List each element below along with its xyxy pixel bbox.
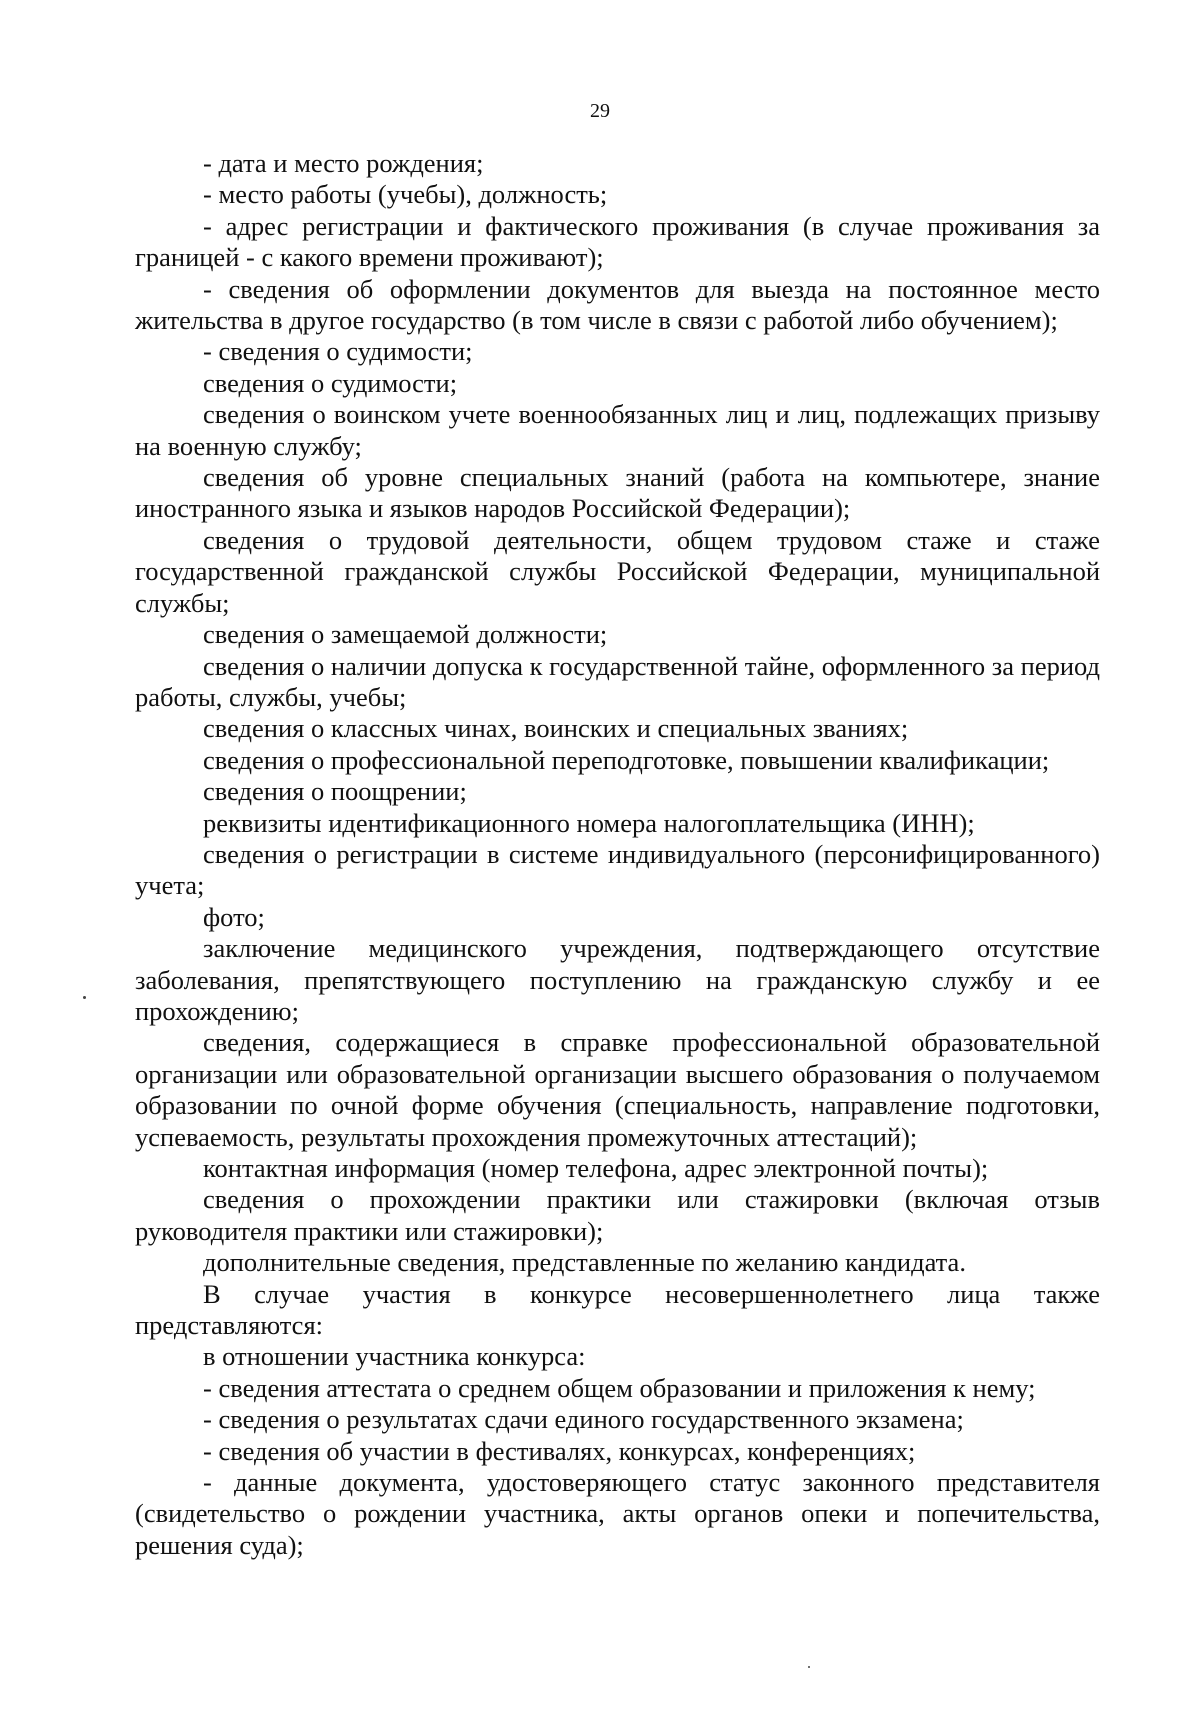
document-paragraph: заключение медицинского учреждения, подтверждающего отсутствие заболевания, препятствующего поступлению на гражданскую службу и ее прохождению; <box>135 933 1100 1026</box>
document-paragraph: В случае участия в конкурсе несовершеннолетнего лица также представляются: <box>135 1278 1100 1341</box>
document-paragraph: сведения об уровне специальных знаний (работа на компьютере, знание иностранного языка и языков народов Российской Федерации); <box>135 462 1100 524</box>
document-paragraph: сведения о классных чинах, воинских и специальных званиях; <box>203 713 909 744</box>
document-paragraph: - место работы (учебы), должность; <box>203 179 608 210</box>
document-paragraph: сведения о прохождении практики или стажировки (включая отзыв руководителя практики или стажировки); <box>135 1184 1100 1246</box>
document-paragraph: контактная информация (номер телефона, адрес электронной почты); <box>203 1153 989 1183</box>
document-paragraph: реквизиты идентификационного номера налогоплательщика (ИНН); <box>203 807 975 838</box>
document-paragraph: сведения о наличии допуска к государственной тайне, оформленного за период работы, службы, учебы; <box>135 650 1100 712</box>
document-paragraph: - дата и место рождения; <box>203 148 484 178</box>
document-paragraph: фото; <box>203 901 265 932</box>
document-paragraph: - сведения о результатах сдачи единого государственного экзамена; <box>203 1404 964 1435</box>
document-paragraph: сведения о профессиональной переподготовке, повышении квалификации; <box>203 744 1050 775</box>
document-paragraph: - сведения об участии в фестивалях, конкурсах, конференциях; <box>203 1435 916 1466</box>
document-paragraph: сведения о воинском учете военнообязанных лиц и лиц, подлежащих призыву на военную службу; <box>135 399 1100 461</box>
document-paragraph: сведения, содержащиеся в справке профессиональной образовательной организации или образовательной организации высшего образования о получаемом образовании по очной форме обучения (специальность, направление подготовки, успеваемость, результаты прохождения промежуточных аттестаций); <box>135 1027 1100 1152</box>
document-paragraph: сведения о регистрации в системе индивидуального (персонифицированного) учета; <box>135 838 1100 901</box>
document-paragraph: сведения о судимости; <box>203 367 458 398</box>
document-paragraph: сведения о трудовой деятельности, общем трудовом стаже и стаже государственной гражданской службы Российской Федерации, муниципальной службы; <box>135 524 1100 618</box>
document-paragraph: - данные документа, удостоверяющего статус законного представителя (свидетельство о рождении участника, акты органов опеки и попечительства, решения суда); <box>135 1467 1100 1560</box>
document-paragraph: - сведения аттестата о среднем общем образовании и приложения к нему; <box>203 1372 1036 1403</box>
document-paragraph: - адрес регистрации и фактического проживания (в случае проживания за границей - с какого времени проживают); <box>135 210 1100 273</box>
document-paragraph: дополнительные сведения, представленные по желанию кандидата. <box>203 1247 966 1278</box>
page-number: 29 <box>590 100 610 122</box>
document-body <box>135 148 1100 1561</box>
document-paragraph: - сведения об оформлении документов для выезда на постоянное место жительства в другое государство (в том числе в связи с работой либо обучением); <box>135 273 1100 336</box>
document-paragraph: в отношении участника конкурса: <box>203 1341 586 1372</box>
scan-speck <box>83 996 86 999</box>
document-paragraph: сведения о поощрении; <box>203 776 467 807</box>
document-paragraph: сведения о замещаемой должности; <box>203 619 608 650</box>
scan-speck <box>808 1666 810 1668</box>
document-paragraph: - сведения о судимости; <box>203 336 473 367</box>
